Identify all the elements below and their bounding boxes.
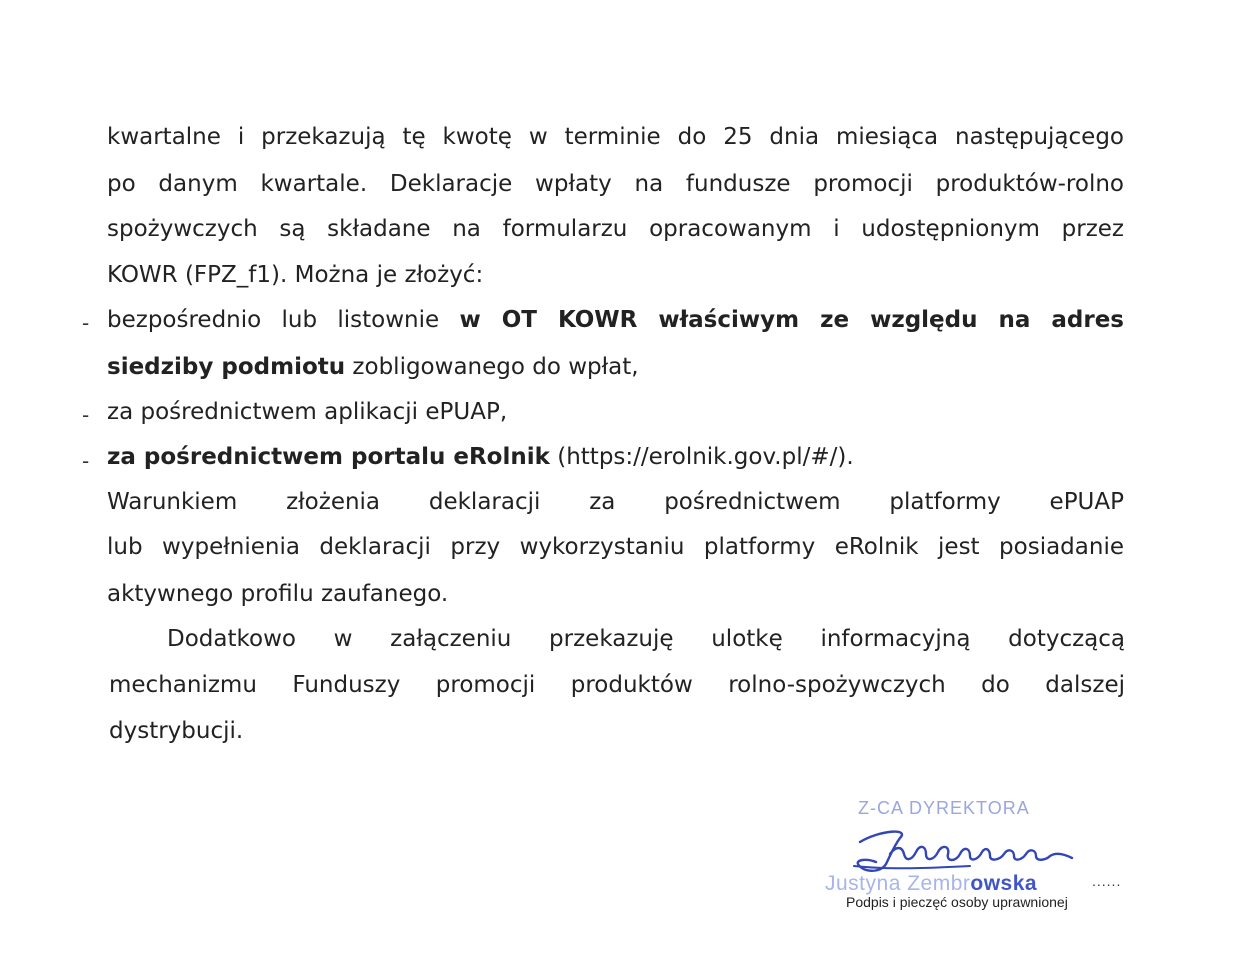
text-span: KOWR (FPZ_f1). Można je złożyć: bbox=[107, 262, 484, 288]
stamp-title: Z-CA DYREKTORA bbox=[858, 798, 1030, 818]
bullet-item-1-cont bbox=[107, 352, 639, 382]
text-line bbox=[107, 169, 1124, 199]
bold-span: siedziby podmiotu bbox=[107, 354, 346, 380]
text-span: zobligowanego do wpłat, bbox=[345, 354, 639, 380]
text-line bbox=[109, 670, 1125, 700]
text-span: po danym kwartale. Deklaracje wpłaty na fundusze promocji produktów-rolno bbox=[107, 171, 1124, 197]
text-line bbox=[107, 122, 1124, 152]
bold-span: za pośrednictwem portalu eRolnik bbox=[107, 444, 550, 470]
text-span: lub wypełnienia deklaracji przy wykorzystaniu platformy eRolnik jest posiadanie bbox=[107, 534, 1124, 560]
text-line bbox=[107, 532, 1124, 562]
text-span: za pośrednictwem aplikacji ePUAP, bbox=[107, 399, 508, 425]
bullet-dash: - bbox=[82, 449, 90, 473]
text-line bbox=[167, 624, 1125, 654]
bullet-item-1 bbox=[107, 305, 1124, 335]
text-line bbox=[107, 579, 448, 609]
text-line bbox=[107, 260, 483, 290]
text-span: kwartalne i przekazują tę kwotę w terminie do 25 dnia miesiąca następującego bbox=[107, 124, 1124, 150]
text-line bbox=[109, 716, 243, 746]
stamp-name bbox=[825, 872, 1037, 896]
signature-block bbox=[820, 790, 1130, 920]
text-line bbox=[107, 214, 1124, 244]
bullet-dash: - bbox=[82, 311, 90, 335]
text-span: Dodatkowo w załączeniu przekazuję ulotkę informacyjną dotyczącą bbox=[167, 626, 1125, 652]
text-span: mechanizmu Funduszy promocji produktów rolno-spożywczych do dalszej bbox=[109, 672, 1125, 698]
text-span: (https://erolnik.gov.pl/#/). bbox=[549, 444, 854, 470]
stamp-name-strong: owska bbox=[970, 872, 1038, 895]
stamp-name-faint: Justyna Zembr bbox=[825, 872, 971, 895]
bullet-dash: - bbox=[82, 403, 90, 427]
text-span: bezpośrednio lub listownie bbox=[107, 307, 460, 333]
text-span: spożywczych są składane na formularzu opracowanym i udostępnionym przez bbox=[107, 216, 1124, 242]
bullet-item-3 bbox=[107, 442, 854, 472]
signature-caption: Podpis i pieczęć osoby uprawnionej bbox=[846, 894, 1068, 910]
text-line bbox=[107, 487, 1124, 517]
signature-dots: ...... bbox=[1092, 873, 1122, 889]
text-span: aktywnego profilu zaufanego. bbox=[107, 581, 449, 607]
text-span: dystrybucji. bbox=[109, 718, 244, 744]
text-span: Warunkiem złożenia deklaracji za pośrednictwem platformy ePUAP bbox=[107, 489, 1124, 515]
bold-span: w OT KOWR właściwym ze względu na adres bbox=[459, 307, 1124, 333]
bullet-item-2 bbox=[107, 397, 507, 427]
